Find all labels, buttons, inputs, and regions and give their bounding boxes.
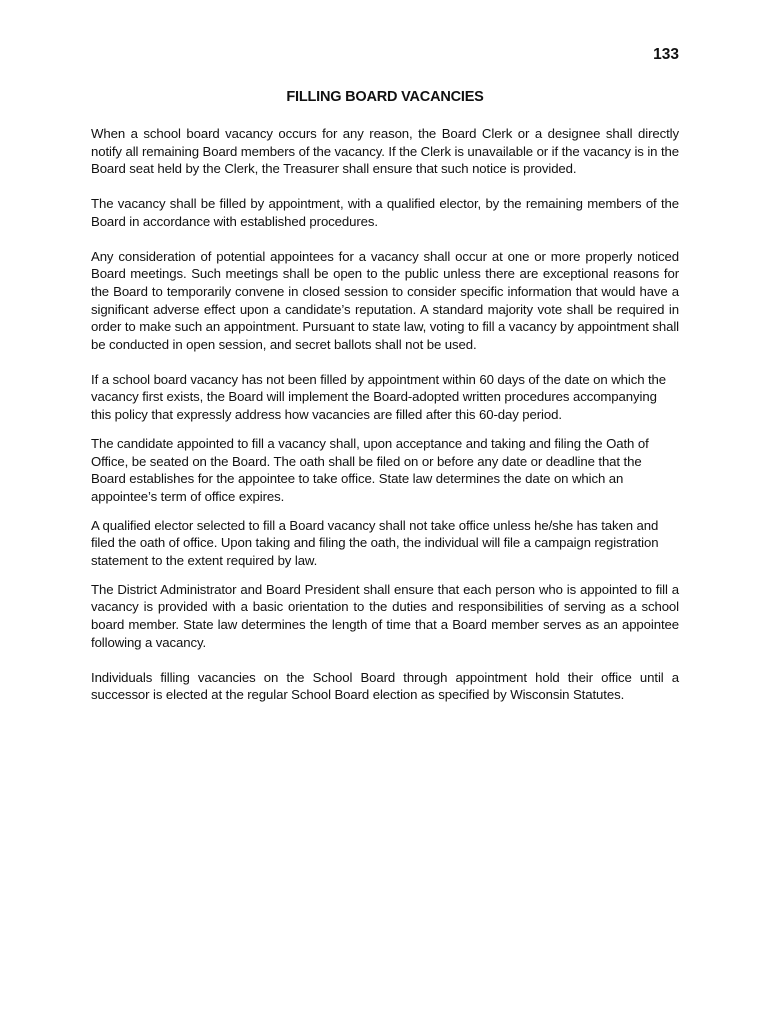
paragraph-qualified-elector: A qualified elector selected to fill a Board vacancy shall not take office unless he/she has taken and filed the oath of office. Upon taking and filing the oath, the individual will file a campaign registration statement to the extent required by law.: [91, 517, 659, 569]
paragraph-appointment: The vacancy shall be filled by appointment, with a qualified elector, by the remaining members of the Board in accordance with established procedures.: [91, 196, 679, 229]
paragraph-notice: When a school board vacancy occurs for any reason, the Board Clerk or a designee shall directly notify all remaining Board members of the vacancy. If the Clerk is unavailable or if the vacancy is in the Board seat held by the Clerk, the Treasurer shall ensure that such notice is provided.: [91, 126, 680, 177]
paragraph-oath: The candidate appointed to fill a vacancy shall, upon acceptance and taking and filing the Oath of Office, be seated on the Board. The oath shall be filed on or before any date or deadline that the Board establishes for the appointee to take office. State law determines the date on which an appointee’s term of office expires.: [91, 435, 649, 504]
paragraph-60-day: If a school board vacancy has not been filled by appointment within 60 days of the date on which the vacancy first exists, the Board will implement the Board-adopted written procedures accompanying this policy that expressly address how vacancies are filled after this 60-day period.: [91, 371, 667, 423]
paragraph-orientation: The District Administrator and Board President shall ensure that each person who is appointed to fill a vacancy is provided with a basic orientation to the duties and responsibilities of serving as a school board member. State law determines the length of time that a Board member serves as an appointee following a vacancy.: [91, 581, 679, 650]
paragraph-consideration: Any consideration of potential appointees for a vacancy shall occur at one or more properly noticed Board meetings. Such meetings shall be open to the public unless there are exceptional reasons for the Board to temporarily convene in closed session to consider specific information that would have a significant adverse effect upon a candidate’s reputation. A standard majority vote shall be required in order to make such an appointment. Pursuant to state law, voting to fill a vacancy by appointment shall be conducted in open session, and secret ballots shall not be used.: [91, 248, 679, 353]
policy-body: [91, 125, 679, 704]
paragraph-term: Individuals filling vacancies on the School Board through appointment hold their office until a successor is elected at the regular School Board election as specified by Wisconsin Statutes.: [91, 669, 679, 703]
page-number: 133: [653, 46, 679, 63]
page-title: FILLING BOARD VACANCIES: [286, 89, 484, 105]
